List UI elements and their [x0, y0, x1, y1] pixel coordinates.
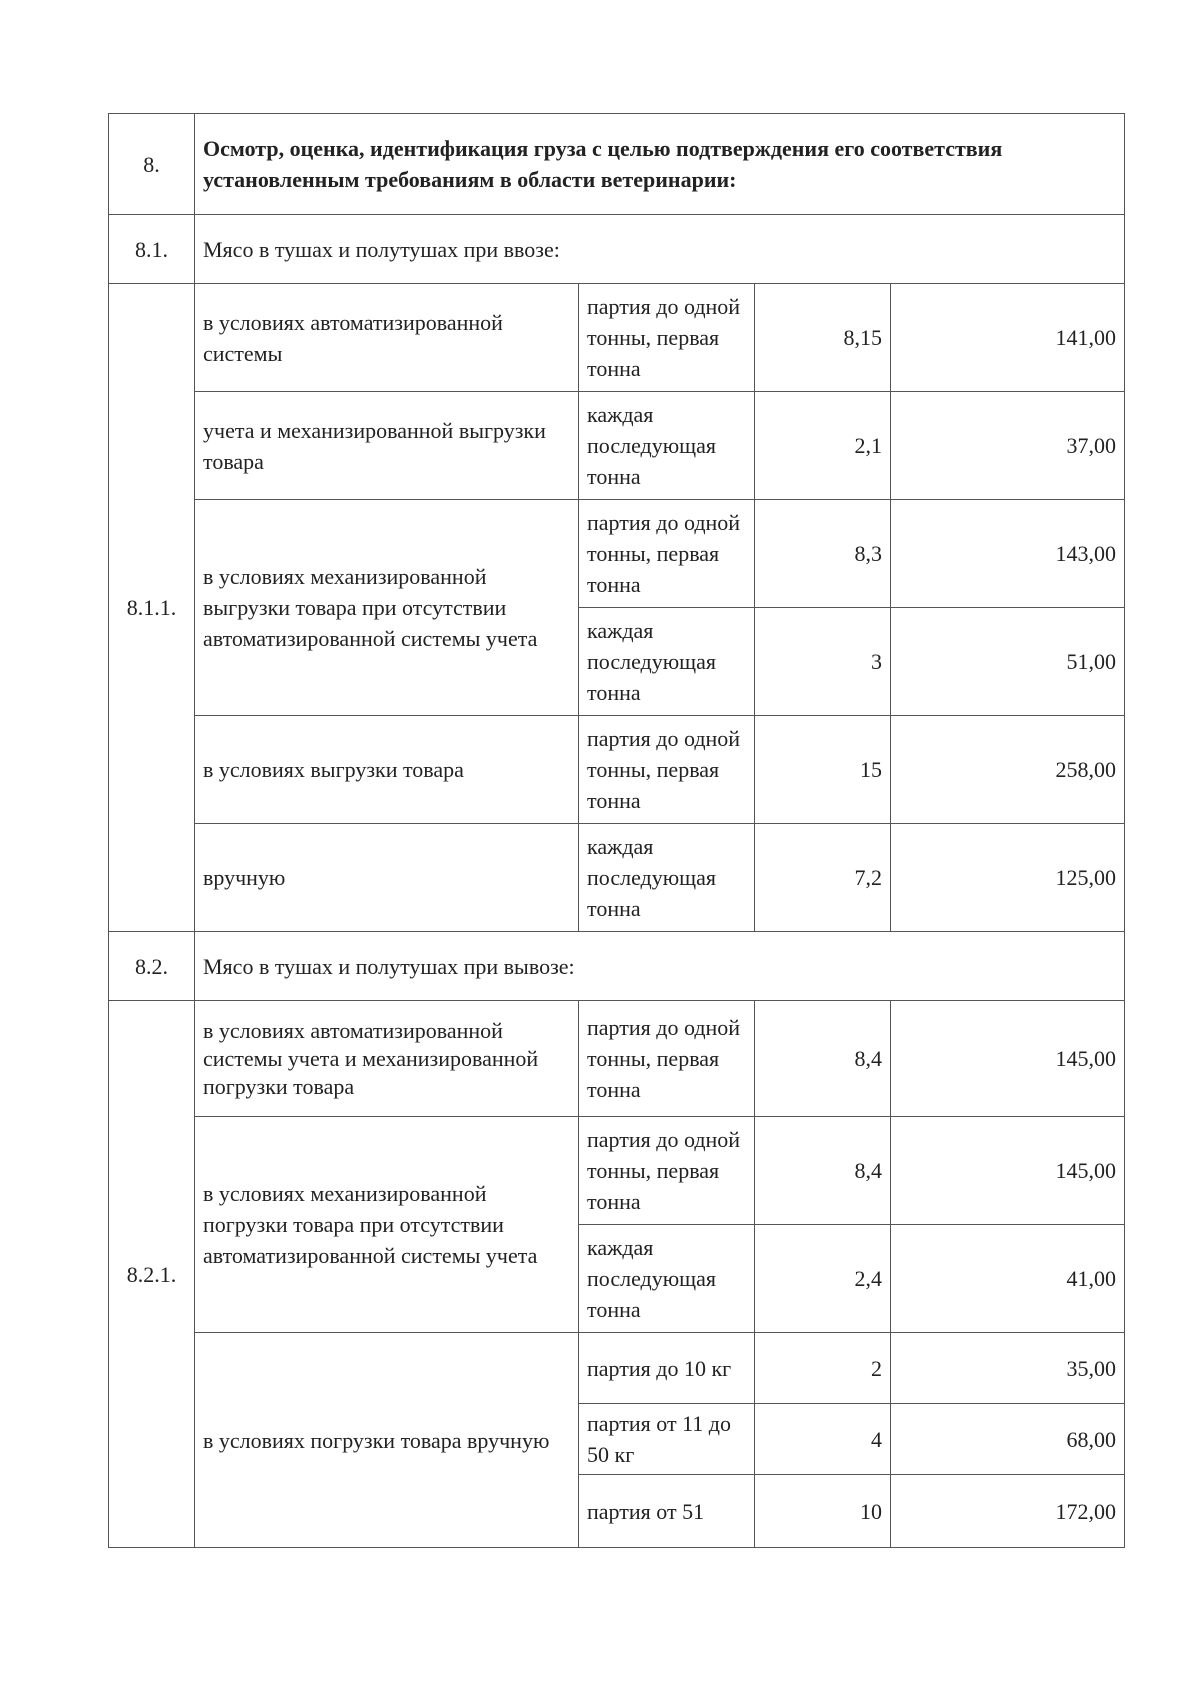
unit-cell: партия до одной тонны, первая тонна	[579, 716, 755, 824]
price-cell: 51,00	[891, 608, 1125, 716]
price-cell: 145,00	[891, 1001, 1125, 1117]
coefficient-cell: 8,3	[755, 500, 891, 608]
table-row	[109, 1117, 1125, 1225]
coefficient-cell: 8,15	[755, 284, 891, 392]
unit-cell: партия до одной тонны, первая тонна	[579, 500, 755, 608]
condition-cell: в условиях механизированной погрузки товара при отсутствии автоматизированной системы учета	[195, 1117, 579, 1333]
table-row	[109, 500, 1125, 608]
section-number: 8.	[109, 114, 195, 215]
item-number: 8.2.1.	[109, 1001, 195, 1548]
coefficient-cell: 2,4	[755, 1225, 891, 1333]
table-row	[109, 392, 1125, 500]
unit-cell: партия до одной тонны, первая тонна	[579, 284, 755, 392]
price-cell: 172,00	[891, 1475, 1125, 1548]
table-row	[109, 716, 1125, 824]
price-cell: 125,00	[891, 824, 1125, 932]
table-row	[109, 215, 1125, 284]
unit-cell: партия от 11 до 50 кг	[579, 1404, 755, 1475]
item-number: 8.1.1.	[109, 284, 195, 932]
unit-cell: партия до 10 кг	[579, 1333, 755, 1404]
price-cell: 37,00	[891, 392, 1125, 500]
price-cell: 143,00	[891, 500, 1125, 608]
coefficient-cell: 7,2	[755, 824, 891, 932]
coefficient-cell: 2	[755, 1333, 891, 1404]
coefficient-cell: 10	[755, 1475, 891, 1548]
condition-cell: в условиях выгрузки товара	[195, 716, 579, 824]
coefficient-cell: 8,4	[755, 1001, 891, 1117]
unit-cell: каждая последующая тонна	[579, 392, 755, 500]
price-cell: 41,00	[891, 1225, 1125, 1333]
subsection-title: Мясо в тушах и полутушах при вывозе:	[195, 932, 1125, 1001]
price-cell: 68,00	[891, 1404, 1125, 1475]
coefficient-cell: 3	[755, 608, 891, 716]
price-cell: 145,00	[891, 1117, 1125, 1225]
unit-cell: партия до одной тонны, первая тонна	[579, 1001, 755, 1117]
table-row	[109, 1001, 1125, 1117]
condition-cell: учета и механизированной выгрузки товара	[195, 392, 579, 500]
coefficient-cell: 15	[755, 716, 891, 824]
condition-cell: в условиях автоматизированной системы	[195, 284, 579, 392]
condition-cell: в условиях механизированной выгрузки товара при отсутствии автоматизированной системы учета	[195, 500, 579, 716]
unit-cell: каждая последующая тонна	[579, 824, 755, 932]
section-title: Осмотр, оценка, идентификация груза с целью подтверждения его соответствия установленным требованиям в области ветеринарии:	[195, 114, 1125, 215]
table-row	[109, 1333, 1125, 1404]
coefficient-cell: 4	[755, 1404, 891, 1475]
condition-cell: в условиях погрузки товара вручную	[195, 1333, 579, 1548]
price-cell: 141,00	[891, 284, 1125, 392]
table-row	[109, 284, 1125, 392]
tariff-table	[108, 113, 1125, 1548]
unit-cell: каждая последующая тонна	[579, 608, 755, 716]
table-row	[109, 114, 1125, 215]
price-cell: 35,00	[891, 1333, 1125, 1404]
coefficient-cell: 8,4	[755, 1117, 891, 1225]
subsection-title: Мясо в тушах и полутушах при ввозе:	[195, 215, 1125, 284]
subsection-number: 8.2.	[109, 932, 195, 1001]
condition-cell: вручную	[195, 824, 579, 932]
condition-cell: в условиях автоматизированной системы учета и механизированной погрузки товара	[195, 1001, 579, 1117]
coefficient-cell: 2,1	[755, 392, 891, 500]
table-row	[109, 824, 1125, 932]
unit-cell: партия до одной тонны, первая тонна	[579, 1117, 755, 1225]
unit-cell: партия от 51	[579, 1475, 755, 1548]
unit-cell: каждая последующая тонна	[579, 1225, 755, 1333]
subsection-number: 8.1.	[109, 215, 195, 284]
price-cell: 258,00	[891, 716, 1125, 824]
table-row	[109, 932, 1125, 1001]
